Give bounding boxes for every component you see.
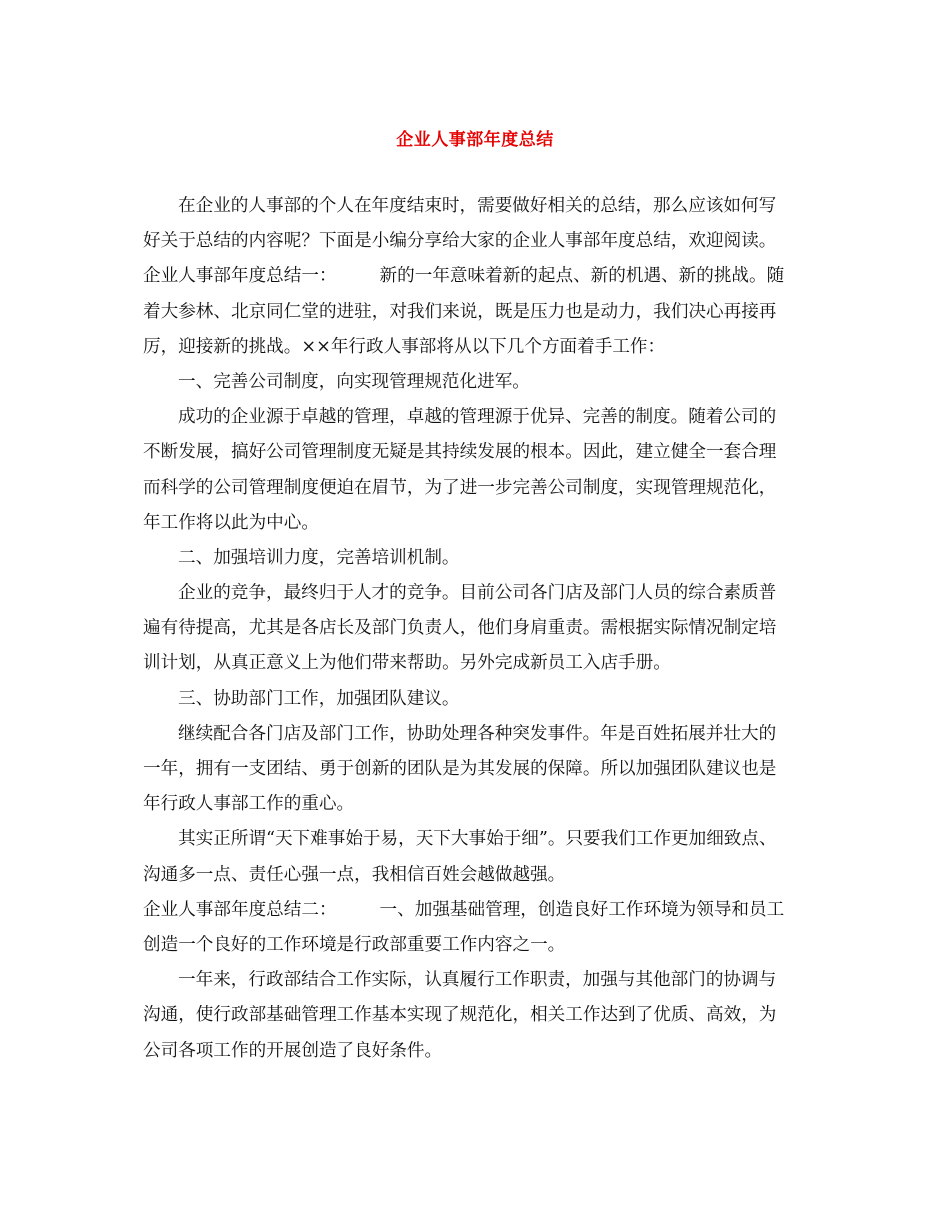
paragraph-line: 一年，拥有一支团结、勇于创新的团队是为其发展的保障。所以加强团队建议也是 [143,759,777,779]
paragraph-line: 一年来，行政部结合工作实际，认真履行工作职责，加强与其他部门的协调与 [178,970,777,991]
paragraph-line: 成功的企业源于卓越的管理，卓越的管理源于优异、完善的制度。随着公司的 [178,407,777,428]
paragraph-line: 公司各项工作的开展创造了良好条件。 [143,1040,443,1061]
paragraph-line: 企业的竞争，最终归于人才的竞争。目前公司各门店及部门人员的综合素质普 [178,583,777,604]
section-heading: 企业人事部年度总结二： [143,899,337,920]
paragraph-line: 遍有待提高，尤其是各店长及部门负责人，他们身肩重责。需根据实际情况制定培 [143,618,777,639]
paragraph-line: 沟通，使行政部基础管理工作基本实现了规范化，相关工作达到了优质、高效，为 [143,1005,777,1026]
paragraph-line: 训计划，从真正意义上为他们带来帮助。另外完成新员工入店手册。 [143,653,671,674]
paragraph-line: 厉，迎接新的挑战。××年行政人事部将从以下几个方面着手工作： [143,336,666,357]
paragraph-line: 不断发展，搞好公司管理制度无疑是其持续发展的根本。因此，建立健全一套合理 [143,442,777,463]
subheading-line: 一、完善公司制度，向实现管理规范化进军。 [178,371,530,392]
document-title: 企业人事部年度总结 [396,130,554,150]
paragraph-line: 其实正所谓“天下难事始于易，天下大事始于细”。只要我们工作更加细致点、 [178,829,777,850]
section-heading: 企业人事部年度总结一： [143,266,337,287]
subheading-line: 二、加强培训力度，完善培训机制。 [178,547,460,568]
paragraph-line: 创造一个良好的工作环境是行政部重要工作内容之一。 [143,934,566,955]
paragraph-line: 而科学的公司管理制度便迫在眉节，为了进一步完善公司制度，实现管理规范化， [143,477,777,498]
document-body [143,193,833,1073]
paragraph-line: 沟通多一点、责任心强一点，我相信百姓会越做越强。 [143,864,566,885]
paragraph-line: 年工作将以此为中心。 [143,512,319,533]
paragraph-text: 新的一年意味着新的起点、新的机遇、新的挑战。随 [379,266,785,287]
paragraph-line [143,263,833,290]
paragraph-line [143,897,833,924]
subheading-line: 三、协助部门工作，加强团队建议。 [178,688,460,709]
paragraph-line: 着大参林、北京同仁堂的进驻，对我们来说，既是压力也是动力，我们决心再接再 [143,301,777,322]
paragraph-line: 好关于总结的内容呢？下面是小编分享给大家的企业人事部年度总结，欢迎阅读。 [143,231,777,252]
paragraph-text: 一、加强基础管理，创造良好工作环境为领导和员工 [379,899,785,920]
paragraph-line: 在企业的人事部的个人在年度结束时，需要做好相关的总结，那么应该如何写 [178,196,777,216]
paragraph-line: 继续配合各门店及部门工作，协助处理各种突发事件。年是百姓拓展并壮大的 [178,723,777,744]
paragraph-line: 年行政人事部工作的重心。 [143,794,355,815]
